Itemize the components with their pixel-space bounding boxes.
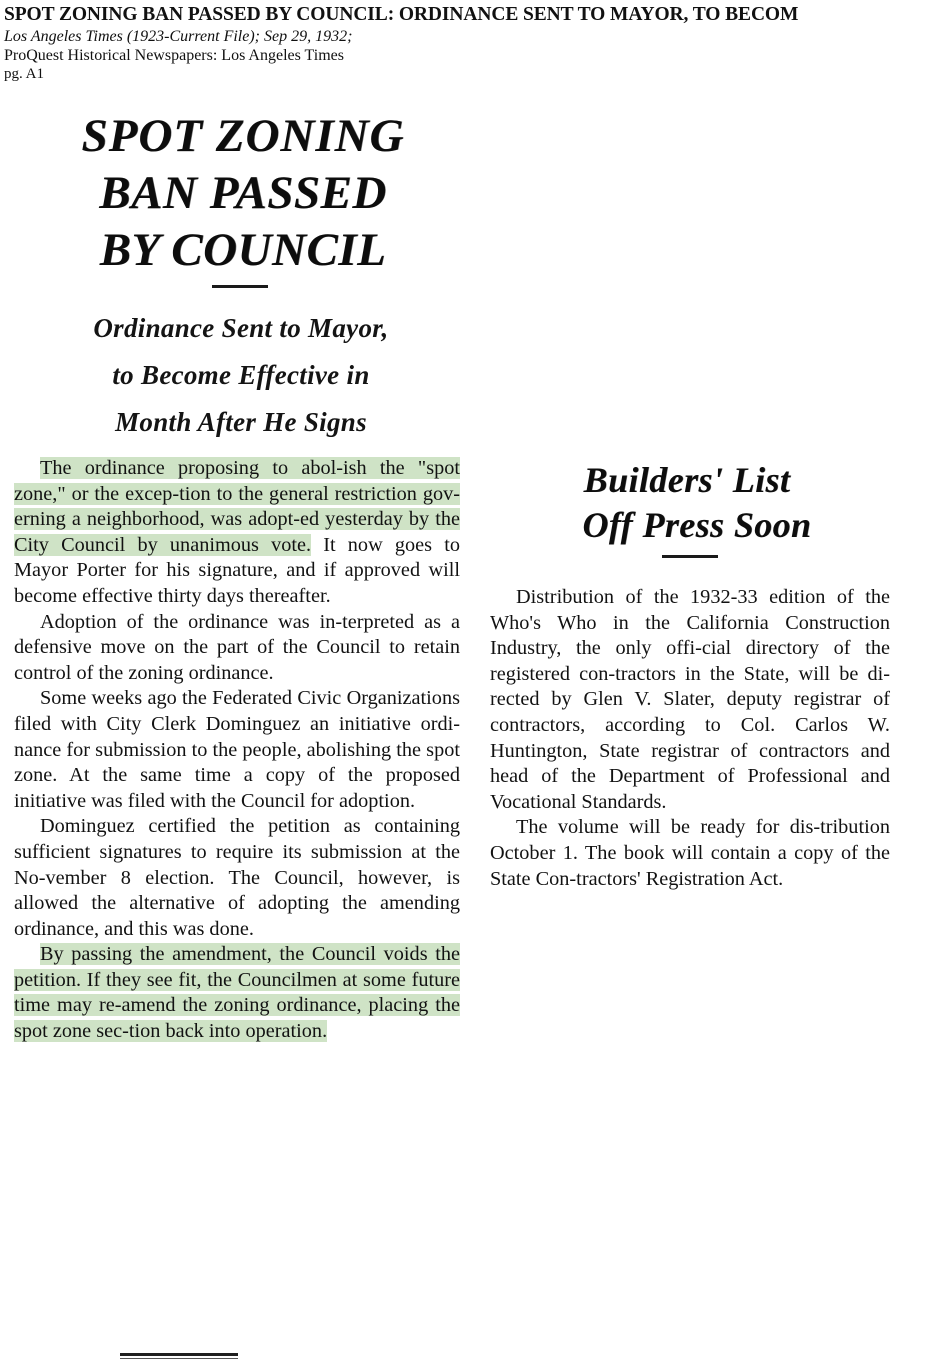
proquest-database-line: ProQuest Historical Newspapers: Los Angeles Times — [4, 47, 344, 64]
deck-line-1: Ordinance Sent to Mayor, — [93, 313, 389, 343]
proquest-article-title: SPOT ZONING BAN PASSED BY COUNCIL: ORDINANCE SENT TO MAYOR, TO BECOM — [4, 4, 799, 25]
headline-line-1: SPOT ZONING — [81, 110, 405, 162]
proquest-source-line: Los Angeles Times (1923-Current File); Sep 29, 1932; — [4, 28, 353, 45]
proquest-header — [4, 4, 944, 83]
body-paragraph-2: Adoption of the ordinance was in-terpreted as a defensive move on the part of the Council to retain control of the zoning ordinance. — [14, 610, 460, 684]
deck-line-2: to Become Effective in — [112, 360, 370, 390]
article-headline — [8, 108, 478, 279]
body-paragraph-4: Dominguez certified the petition as containing sufficient signatures to require its submission at the No-vember 8 election. The Council, however, is allowed the alternative of adopting the amending ordinance, and this was done. — [14, 815, 460, 940]
headline-line-3: BY COUNCIL — [99, 224, 387, 276]
body-paragraph-1 — [14, 456, 460, 610]
body-paragraph-1-rest: It now goes to Mayor Porter for his signature, and if approved will become effective thirty days thereafter. — [14, 533, 460, 607]
proquest-page-line: pg. A1 — [4, 66, 45, 82]
secondary-headline-line-2: Off Press Soon — [582, 505, 812, 545]
highlighted-text-1: The ordinance proposing to abol-ish the "spot zone," or the excep-tion to the general restriction gov-erning a neighborhood, was adopt-ed yesterday by the City Council by unanimous vote. — [14, 457, 460, 556]
deck-line-3: Month After He Signs — [115, 407, 367, 437]
secondary-body-paragraph-2: The volume will be ready for dis-tribution October 1. The book will contain a copy of the State Con-tractors' Registration Act. — [490, 816, 890, 890]
secondary-article-headline — [490, 458, 890, 548]
bottom-divider-rule-thin — [120, 1358, 238, 1359]
article-body-left-column — [14, 456, 460, 1045]
body-paragraph-5 — [14, 942, 460, 1044]
article-deck — [10, 305, 472, 446]
body-paragraph-3: Some weeks ago the Federated Civic Organizations filed with City Clerk Dominguez an initiative ordi-nance for submission to the people, abolishing the spot zone. At the same time a copy of the proposed initiative was filed with the Council for adoption. — [14, 687, 460, 812]
headline-line-2: BAN PASSED — [99, 167, 387, 219]
secondary-headline-line-1: Builders' List — [583, 460, 791, 500]
secondary-headline-divider-rule — [662, 555, 718, 558]
newspaper-clipping — [0, 100, 947, 1361]
headline-divider-rule — [212, 285, 268, 288]
secondary-article-body — [490, 585, 890, 892]
highlighted-text-2: By passing the amendment, the Council voids the petition. If they see fit, the Councilmen at some future time may re-amend the zoning ordinance, placing the spot zone sec-tion back into operation. — [14, 943, 460, 1043]
secondary-body-paragraph-1: Distribution of the 1932-33 edition of the Who's Who in the California Construction Industry, the only offi-cial directory of the registered con-tractors in the State, will be di-rected by Glen V. Slater, deputy registrar of contractors, according to Col. Carlos W. Huntington, State registrar of contractors and head of the Department of Professional and Vocational Standards. — [490, 586, 890, 813]
bottom-divider-rule — [120, 1353, 238, 1356]
